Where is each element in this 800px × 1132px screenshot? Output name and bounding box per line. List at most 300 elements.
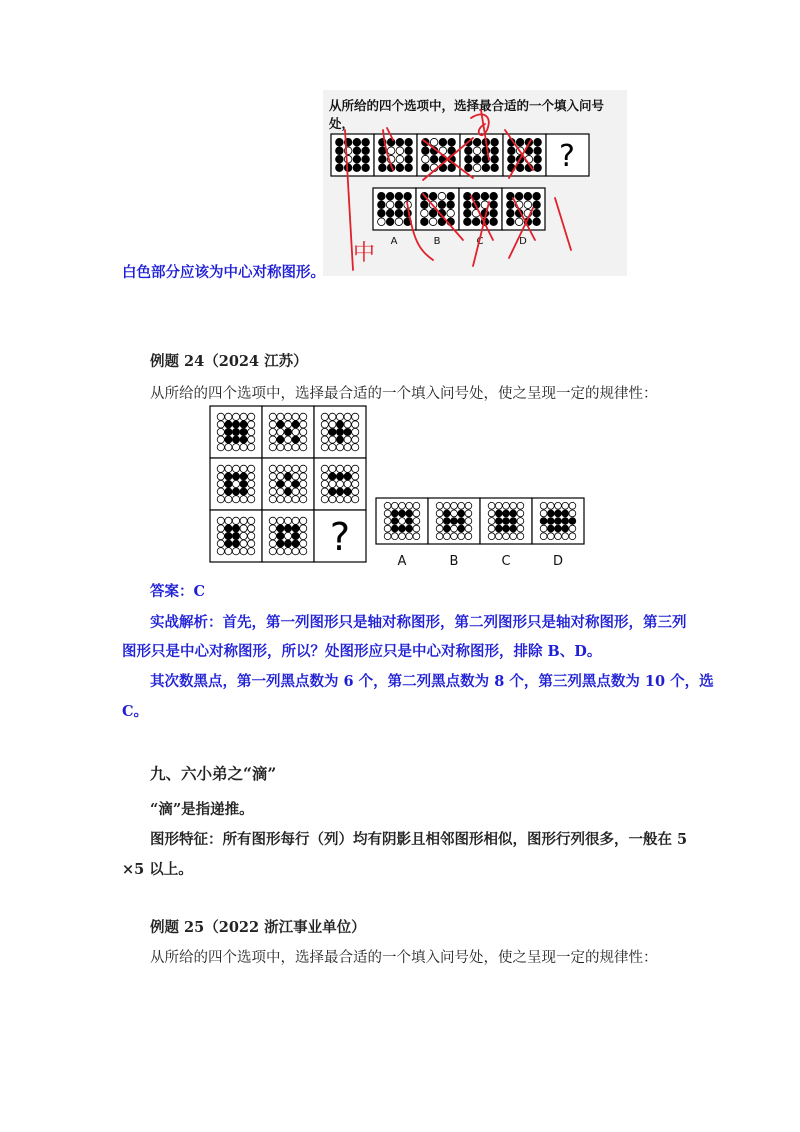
- black-dot: [362, 164, 370, 172]
- black-dot: [232, 532, 239, 539]
- white-dot: [284, 465, 291, 472]
- white-dot: [240, 465, 247, 472]
- white-dot: [336, 465, 343, 472]
- section9-feature-line2: ×5 以上。: [122, 861, 193, 878]
- white-dot: [277, 413, 284, 420]
- white-dot: [465, 502, 472, 509]
- white-dot: [284, 532, 291, 539]
- white-dot: [321, 421, 328, 428]
- black-dot: [438, 201, 446, 209]
- white-dot: [524, 201, 532, 209]
- white-dot: [269, 532, 276, 539]
- white-dot: [451, 510, 458, 517]
- white-dot: [217, 517, 224, 524]
- black-dot: [336, 164, 344, 172]
- black-dot: [448, 164, 456, 172]
- black-dot: [292, 525, 299, 532]
- handwritten-note: 中: [353, 241, 376, 266]
- white-dot: [269, 480, 276, 487]
- white-dot: [451, 502, 458, 509]
- white-dot: [269, 496, 276, 503]
- white-dot: [329, 413, 336, 420]
- white-dot: [232, 548, 239, 555]
- black-dot: [277, 436, 284, 443]
- white-dot: [232, 496, 239, 503]
- white-dot: [217, 436, 224, 443]
- white-dot: [352, 436, 359, 443]
- white-dot: [240, 525, 247, 532]
- white-dot: [240, 496, 247, 503]
- white-dot: [473, 147, 481, 155]
- white-dot: [555, 533, 562, 540]
- black-dot: [421, 218, 429, 226]
- white-dot: [284, 548, 291, 555]
- black-dot: [353, 138, 361, 146]
- white-dot: [300, 436, 307, 443]
- white-dot: [300, 465, 307, 472]
- white-dot: [465, 510, 472, 517]
- white-dot: [329, 436, 336, 443]
- white-dot: [269, 548, 276, 555]
- white-dot: [225, 517, 232, 524]
- black-dot: [240, 473, 247, 480]
- black-dot: [510, 510, 517, 517]
- white-dot: [248, 540, 255, 547]
- white-dot: [352, 413, 359, 420]
- black-dot: [464, 209, 472, 217]
- white-dot: [300, 532, 307, 539]
- white-dot: [352, 465, 359, 472]
- black-dot: [396, 138, 404, 146]
- black-dot: [399, 525, 406, 532]
- white-dot: [300, 517, 307, 524]
- black-dot: [344, 473, 351, 480]
- white-dot: [495, 502, 502, 509]
- black-dot: [225, 532, 232, 539]
- white-dot: [451, 533, 458, 540]
- section9-definition: “滴”是指递推。: [150, 801, 254, 818]
- white-dot: [292, 548, 299, 555]
- black-dot: [362, 155, 370, 163]
- white-dot: [413, 533, 420, 540]
- black-dot: [232, 488, 239, 495]
- white-dot: [292, 428, 299, 435]
- black-dot: [232, 421, 239, 428]
- black-dot: [429, 192, 437, 200]
- black-dot: [495, 518, 502, 525]
- white-dot: [503, 533, 510, 540]
- black-dot: [406, 510, 413, 517]
- black-dot: [284, 540, 291, 547]
- black-dot: [507, 209, 515, 217]
- white-dot: [321, 488, 328, 495]
- white-dot: [292, 473, 299, 480]
- white-dot: [217, 473, 224, 480]
- white-dot: [217, 480, 224, 487]
- white-dot: [321, 413, 328, 420]
- white-dot: [336, 496, 343, 503]
- black-dot: [443, 525, 450, 532]
- white-dot: [217, 421, 224, 428]
- black-dot: [232, 540, 239, 547]
- black-dot: [533, 201, 541, 209]
- white-dot: [562, 533, 569, 540]
- white-dot: [547, 533, 554, 540]
- black-dot: [490, 192, 498, 200]
- white-dot: [569, 510, 576, 517]
- white-dot: [515, 218, 523, 226]
- white-dot: [396, 155, 404, 163]
- option-label: A: [397, 554, 407, 569]
- white-dot: [344, 496, 351, 503]
- black-dot: [336, 421, 343, 428]
- white-dot: [465, 518, 472, 525]
- black-dot: [225, 436, 232, 443]
- white-dot: [413, 525, 420, 532]
- example24-analysis-line1: 实战解析：首先，第一列图形只是轴对称图形，第二列图形只是轴对称图形，第三列: [150, 614, 687, 631]
- white-dot: [384, 525, 391, 532]
- black-dot: [378, 192, 386, 200]
- white-dot: [387, 147, 395, 155]
- black-dot: [404, 192, 412, 200]
- black-dot: [240, 428, 247, 435]
- black-dot: [225, 540, 232, 547]
- white-dot: [248, 465, 255, 472]
- white-dot: [352, 421, 359, 428]
- black-dot: [240, 421, 247, 428]
- white-dot: [269, 525, 276, 532]
- dot-grid: [269, 465, 307, 503]
- black-dot: [336, 488, 343, 495]
- white-dot: [300, 480, 307, 487]
- white-dot: [447, 209, 455, 217]
- white-dot: [344, 465, 351, 472]
- white-dot: [473, 164, 481, 172]
- white-dot: [300, 421, 307, 428]
- handwritten-mark: [471, 114, 489, 135]
- black-dot: [344, 428, 351, 435]
- dot-grid: [269, 413, 307, 451]
- white-dot: [540, 525, 547, 532]
- white-dot: [300, 525, 307, 532]
- white-dot: [562, 502, 569, 509]
- example24-question: 从所给的四个选项中，选择最合适的一个填入问号处，使之呈现一定的规律性：: [150, 386, 658, 402]
- black-dot: [443, 510, 450, 517]
- black-dot: [225, 480, 232, 487]
- white-dot: [240, 444, 247, 451]
- white-dot: [344, 444, 351, 451]
- black-dot: [405, 138, 413, 146]
- white-dot: [336, 444, 343, 451]
- white-dot: [284, 444, 291, 451]
- black-dot: [422, 164, 430, 172]
- white-dot: [217, 548, 224, 555]
- black-dot: [336, 436, 343, 443]
- black-dot: [405, 164, 413, 172]
- black-dot: [284, 525, 291, 532]
- black-dot: [507, 201, 515, 209]
- white-dot: [269, 465, 276, 472]
- white-dot: [248, 548, 255, 555]
- black-dot: [386, 209, 394, 217]
- black-dot: [465, 147, 473, 155]
- black-dot: [232, 428, 239, 435]
- option-dot-grid: [436, 502, 472, 539]
- white-dot: [429, 218, 437, 226]
- white-dot: [503, 502, 510, 509]
- black-dot: [448, 138, 456, 146]
- white-dot: [248, 517, 255, 524]
- previous-example-photo: [323, 90, 627, 276]
- option-dot-grid: [488, 502, 524, 539]
- white-dot: [436, 510, 443, 517]
- black-dot: [284, 473, 291, 480]
- white-dot: [277, 517, 284, 524]
- white-dot: [284, 413, 291, 420]
- black-dot: [490, 218, 498, 226]
- question-mark: ?: [329, 515, 351, 559]
- black-dot: [329, 473, 336, 480]
- white-dot: [284, 517, 291, 524]
- black-dot: [405, 155, 413, 163]
- black-dot: [534, 138, 542, 146]
- black-dot: [225, 421, 232, 428]
- white-dot: [329, 496, 336, 503]
- white-dot: [232, 465, 239, 472]
- white-dot: [430, 138, 438, 146]
- white-dot: [225, 496, 232, 503]
- black-dot: [562, 525, 569, 532]
- white-dot: [488, 518, 495, 525]
- black-dot: [472, 192, 480, 200]
- black-dot: [547, 525, 554, 532]
- black-dot: [439, 138, 447, 146]
- white-dot: [352, 428, 359, 435]
- example24-analysis-line4: C。: [122, 703, 149, 720]
- black-dot: [533, 218, 541, 226]
- black-dot: [534, 164, 542, 172]
- black-dot: [336, 147, 344, 155]
- black-dot: [533, 209, 541, 217]
- white-dot: [284, 496, 291, 503]
- white-dot: [421, 209, 429, 217]
- white-dot: [248, 525, 255, 532]
- white-dot: [217, 496, 224, 503]
- white-dot: [248, 444, 255, 451]
- black-dot: [353, 147, 361, 155]
- white-dot: [352, 488, 359, 495]
- white-dot: [277, 548, 284, 555]
- black-dot: [443, 518, 450, 525]
- black-dot: [395, 201, 403, 209]
- black-dot: [555, 525, 562, 532]
- black-dot: [482, 164, 490, 172]
- white-dot: [277, 496, 284, 503]
- white-dot: [399, 533, 406, 540]
- white-dot: [284, 480, 291, 487]
- black-dot: [292, 532, 299, 539]
- black-dot: [362, 138, 370, 146]
- white-dot: [217, 465, 224, 472]
- black-dot: [481, 192, 489, 200]
- white-dot: [300, 413, 307, 420]
- black-dot: [562, 510, 569, 517]
- white-dot: [451, 525, 458, 532]
- dot-grid: [321, 413, 359, 451]
- white-dot: [217, 540, 224, 547]
- white-dot: [284, 436, 291, 443]
- white-dot: [352, 480, 359, 487]
- black-dot: [225, 525, 232, 532]
- black-dot: [495, 525, 502, 532]
- black-dot: [277, 540, 284, 547]
- white-dot: [384, 510, 391, 517]
- white-dot: [269, 421, 276, 428]
- example24-analysis-line3: 其次数黑点，第一列黑点数为 6 个，第二列黑点数为 8 个，第三列黑点数为 10 个，选: [150, 673, 714, 690]
- white-dot: [413, 510, 420, 517]
- black-dot: [232, 473, 239, 480]
- black-dot: [490, 201, 498, 209]
- black-dot: [378, 201, 386, 209]
- black-dot: [547, 518, 554, 525]
- example24-title: 例题 24（2024 江苏）: [150, 353, 308, 370]
- black-dot: [458, 518, 465, 525]
- black-dot: [491, 164, 499, 172]
- white-dot: [413, 502, 420, 509]
- white-dot: [240, 540, 247, 547]
- white-dot: [344, 413, 351, 420]
- white-dot: [540, 533, 547, 540]
- white-dot: [495, 533, 502, 540]
- white-dot: [321, 428, 328, 435]
- black-dot: [555, 518, 562, 525]
- black-dot: [491, 138, 499, 146]
- black-dot: [524, 192, 532, 200]
- option-dot-grid: [384, 502, 420, 539]
- white-dot: [517, 502, 524, 509]
- black-dot: [232, 525, 239, 532]
- white-dot: [384, 533, 391, 540]
- white-dot: [321, 444, 328, 451]
- white-dot: [569, 525, 576, 532]
- white-dot: [232, 517, 239, 524]
- white-dot: [510, 502, 517, 509]
- white-dot: [217, 488, 224, 495]
- white-dot: [232, 413, 239, 420]
- white-dot: [321, 473, 328, 480]
- option-dot-grid: [540, 502, 576, 539]
- white-dot: [225, 465, 232, 472]
- black-dot: [447, 201, 455, 209]
- white-dot: [217, 413, 224, 420]
- white-dot: [248, 532, 255, 539]
- white-dot: [248, 480, 255, 487]
- previous-conclusion: 白色部分应该为中心对称图形。: [122, 264, 325, 281]
- white-dot: [329, 465, 336, 472]
- black-dot: [378, 209, 386, 217]
- white-dot: [277, 465, 284, 472]
- black-dot: [329, 428, 336, 435]
- white-dot: [232, 480, 239, 487]
- white-dot: [277, 444, 284, 451]
- black-dot: [396, 164, 404, 172]
- black-dot: [399, 510, 406, 517]
- white-dot: [240, 413, 247, 420]
- white-dot: [217, 444, 224, 451]
- white-dot: [436, 518, 443, 525]
- black-dot: [240, 480, 247, 487]
- white-dot: [344, 421, 351, 428]
- black-dot: [451, 518, 458, 525]
- white-dot: [384, 518, 391, 525]
- black-dot: [336, 138, 344, 146]
- white-dot: [352, 444, 359, 451]
- black-dot: [277, 421, 284, 428]
- option-label: D: [519, 236, 527, 247]
- white-dot: [232, 444, 239, 451]
- black-dot: [429, 209, 437, 217]
- option-label: C: [476, 236, 484, 247]
- black-dot: [491, 155, 499, 163]
- black-dot: [507, 218, 515, 226]
- white-dot: [465, 525, 472, 532]
- white-dot: [488, 502, 495, 509]
- white-dot: [352, 496, 359, 503]
- black-dot: [395, 192, 403, 200]
- white-dot: [413, 518, 420, 525]
- example25-question: 从所给的四个选项中，选择最合适的一个填入问号处，使之呈现一定的规律性：: [150, 950, 658, 966]
- black-dot: [503, 525, 510, 532]
- white-dot: [248, 496, 255, 503]
- white-dot: [321, 465, 328, 472]
- black-dot: [458, 510, 465, 517]
- black-dot: [465, 155, 473, 163]
- white-dot: [443, 533, 450, 540]
- white-dot: [438, 192, 446, 200]
- white-dot: [436, 525, 443, 532]
- black-dot: [240, 488, 247, 495]
- white-dot: [269, 436, 276, 443]
- white-dot: [352, 473, 359, 480]
- black-dot: [503, 518, 510, 525]
- white-dot: [284, 421, 291, 428]
- black-dot: [277, 525, 284, 532]
- option-label: A: [390, 236, 398, 247]
- white-dot: [217, 525, 224, 532]
- black-dot: [284, 428, 291, 435]
- white-dot: [436, 533, 443, 540]
- white-dot: [225, 548, 232, 555]
- black-dot: [447, 192, 455, 200]
- black-dot: [225, 428, 232, 435]
- example24-answer: 答案：C: [150, 583, 206, 600]
- white-dot: [269, 444, 276, 451]
- black-dot: [379, 155, 387, 163]
- black-dot: [464, 201, 472, 209]
- white-dot: [277, 473, 284, 480]
- black-dot: [458, 525, 465, 532]
- white-dot: [292, 413, 299, 420]
- white-dot: [269, 540, 276, 547]
- section9-heading: 九、六小弟之“滴”: [150, 764, 277, 783]
- white-dot: [443, 502, 450, 509]
- black-dot: [503, 510, 510, 517]
- black-dot: [510, 525, 517, 532]
- black-dot: [240, 436, 247, 443]
- black-dot: [508, 147, 516, 155]
- black-dot: [569, 518, 576, 525]
- white-dot: [217, 532, 224, 539]
